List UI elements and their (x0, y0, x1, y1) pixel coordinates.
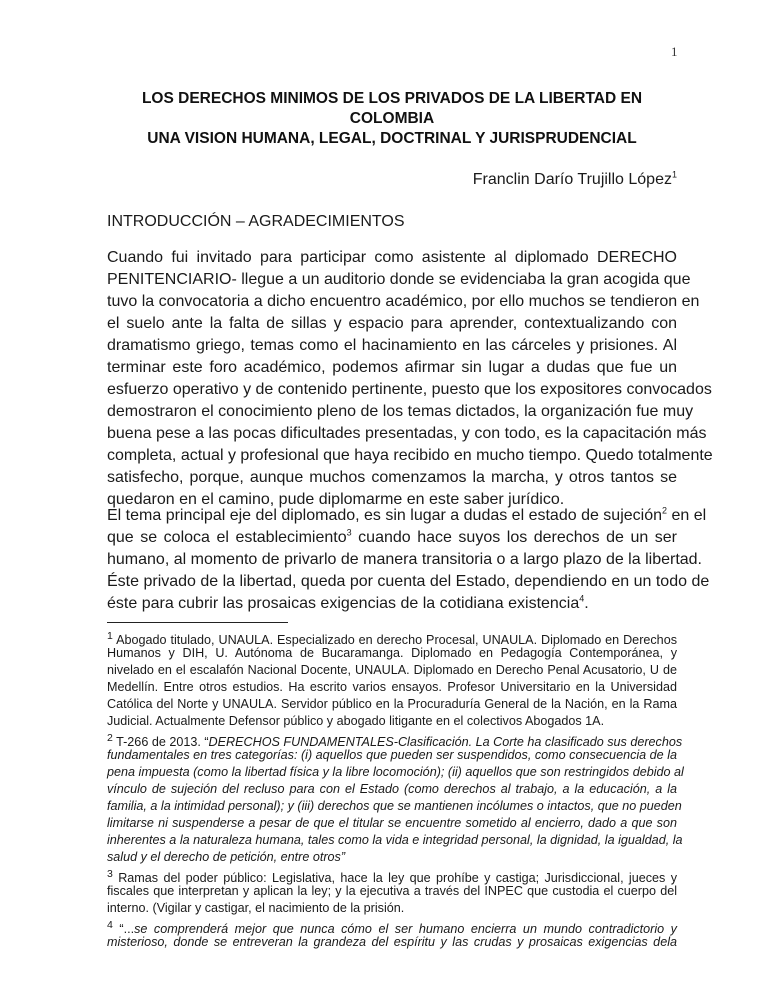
text-run: El tema principal eje del diplomado, es sin lugar a dudas el estado de sujeción (107, 507, 663, 524)
footnote-marker: 2 (107, 732, 113, 744)
text-run-italic: DERECHOS FUNDAMENTALES-Clasificación. La Corte ha clasificado sus derechos (208, 735, 683, 750)
paragraph-line: tuvo la convocatoria a dicho encuentro académico, por ello muchos se tendieron en (107, 293, 700, 310)
document-title (107, 89, 677, 149)
footnote-1-line (107, 628, 677, 648)
paragraph-main-theme (107, 505, 710, 615)
paragraph-line: esfuerzo operativo y de contenido pertinente, puesto que los expositores convocados (107, 381, 712, 398)
title-line: LOS DERECHOS MINIMOS DE LOS PRIVADOS DE LA LIBERTAD EN (141, 90, 643, 107)
footnote-marker: 1 (107, 630, 113, 642)
paragraph-line: dramatismo griego, temas como el hacinamiento en las cárceles y prisiones. Al (107, 337, 677, 354)
footnote-separator (107, 622, 288, 623)
paragraph-line: completa, actual y profesional que haya recibido en mucho tiempo. Quedo totalmente (107, 447, 713, 464)
section-heading: INTRODUCCIÓN – AGRADECIMIENTOS (107, 213, 405, 230)
paragraph-line: humano, al momento de privarlo de manera transitoria o a largo plazo de la libertad. (107, 551, 702, 568)
footnote-3-line: fiscales que interpretan y aplican la ley; y la ejecutiva a través del INPEC que custodia el cuerpo del (107, 884, 677, 898)
author-name (473, 171, 677, 189)
title-line: COLOMBIA (349, 110, 435, 127)
paragraph-line: el suelo ante la falta de sillas y espacio para aprender, contextualizando con (107, 315, 677, 332)
footnote-1-line: Humanos y DIH, U. Autónoma de Bucaramanga. Diplomado en Pedagogía Contemporánea, y (107, 646, 677, 660)
footnotes (107, 628, 684, 951)
footnote-ref[interactable]: 1 (671, 169, 677, 180)
footnote-4-line (107, 917, 677, 937)
footnote-4-line: misterioso, donde se entreveran la grandeza del espíritu y las crudas y prosaicas exigencias dela (107, 935, 677, 949)
text-run: Ramas del poder público: Legislativa, hace la ley que prohíbe y castiga; Jurisdiccional, jueces y (112, 871, 677, 886)
footnote-1-line: nivelado en el escalafón Nacional Docente, UNAULA. Diplomado en Derecho Penal Acusatorio, U de (107, 663, 677, 677)
text-run: Abogado titulado, UNAULA. Especializado en derecho Procesal, UNAULA. Diplomado en Derechos (112, 633, 677, 648)
footnote-ref[interactable]: 2 (662, 505, 668, 516)
footnote-1-line: Judicial. Actualmente Defensor público y abogado litigante en el colectivos Abogados 1A. (107, 714, 605, 728)
paragraph-line: satisfecho, porque, aunque muchos comenzamos la marcha, y otros tantos se (107, 469, 677, 486)
text-run: . (584, 595, 589, 612)
footnote-2-line: fundamentales en tres categorías: (i) aquellos que pueden ser suspendidos, como consecuencia de la (107, 748, 677, 762)
title-line: UNA VISION HUMANA, LEGAL, DOCTRINAL Y JURISPRUDENCIAL (147, 130, 637, 147)
footnote-3-line: interno. (Vigilar y castigar, el nacimiento de la prisión. (107, 901, 405, 915)
paragraph-line (107, 593, 677, 615)
text-run: “... (112, 922, 135, 937)
paragraph-intro (107, 247, 713, 511)
footnote-2-line: salud y el derecho de petición, entre otros” (107, 850, 346, 864)
text-run: en el (667, 507, 707, 524)
text-run-italic: se comprenderá mejor que nunca cómo el ser humano encierra un mundo contradictorio y (134, 922, 677, 937)
paragraph-line: PENITENCIARIO- llegue a un auditorio donde se evidenciaba la gran acogida que (107, 271, 691, 288)
footnote-marker: 4 (107, 919, 113, 931)
page-number: 1 (671, 44, 678, 59)
text-run: cuando hace suyos los derechos de un ser (351, 529, 678, 546)
footnote-marker: 3 (107, 868, 113, 880)
text-run: T-266 de 2013. “ (112, 735, 209, 750)
text-run: que se coloca el establecimiento (107, 529, 347, 546)
author-text: Franclin Darío Trujillo López (472, 171, 672, 188)
paragraph-line: Éste privado de la libertad, queda por cuenta del Estado, dependiendo en un todo de (107, 573, 710, 590)
paragraph-line (107, 527, 677, 549)
text-run: éste para cubrir las prosaicas exigencias de la cotidiana existencia (107, 595, 580, 612)
paragraph-line: demostraron el conocimiento pleno de los temas dictados, la organización fue muy (107, 403, 694, 420)
paragraph-line: buena pese a las pocas dificultades presentadas, y con todo, es la capacitación más (107, 425, 707, 442)
footnote-3-line (107, 866, 677, 886)
paragraph-line: terminar este foro académico, podemos afirmar sin lugar a dudas que fue un (107, 359, 677, 376)
footnote-1-line: Católica del Norte y UNAULA. Servidor público en la Procuraduría General de la Nación, en la Rama (107, 697, 677, 711)
footnote-2-line: familia, a la intimidad personal); y (iii) derechos que se mantienen incólumes o intactos, que no pueden (107, 799, 682, 813)
footnote-2-line (107, 730, 683, 750)
paragraph-line: Cuando fui invitado para participar como asistente al diplomado DERECHO (107, 249, 677, 266)
footnote-ref[interactable]: 4 (579, 593, 585, 604)
footnote-ref[interactable]: 3 (346, 527, 352, 538)
footnote-2-line: vínculo de sujeción del recluso para con el Estado (como derechos al trabajo, a la educación, a la (107, 782, 677, 796)
paragraph-line: quedaron en el camino, pude diplomarme en este saber jurídico. (107, 491, 565, 508)
footnote-2-line: inherentes a la naturaleza humana, tales como la vida e integridad personal, la dignidad, la igualdad, la (107, 833, 683, 847)
footnote-2-line: limitarse ni suspenderse a pesar de que el titular se encuentre sometido al encierro, dado a que son (107, 816, 677, 830)
footnote-2-line: pena impuesta (como la libertad física y la libre locomoción); (ii) aquellos que son restringidos debido al (107, 765, 684, 779)
footnote-1-line: Medellín. Entre otros estudios. Ha escrito varios ensayos. Profesor Universitario en la Universidad (107, 680, 677, 694)
paragraph-line (107, 505, 707, 527)
